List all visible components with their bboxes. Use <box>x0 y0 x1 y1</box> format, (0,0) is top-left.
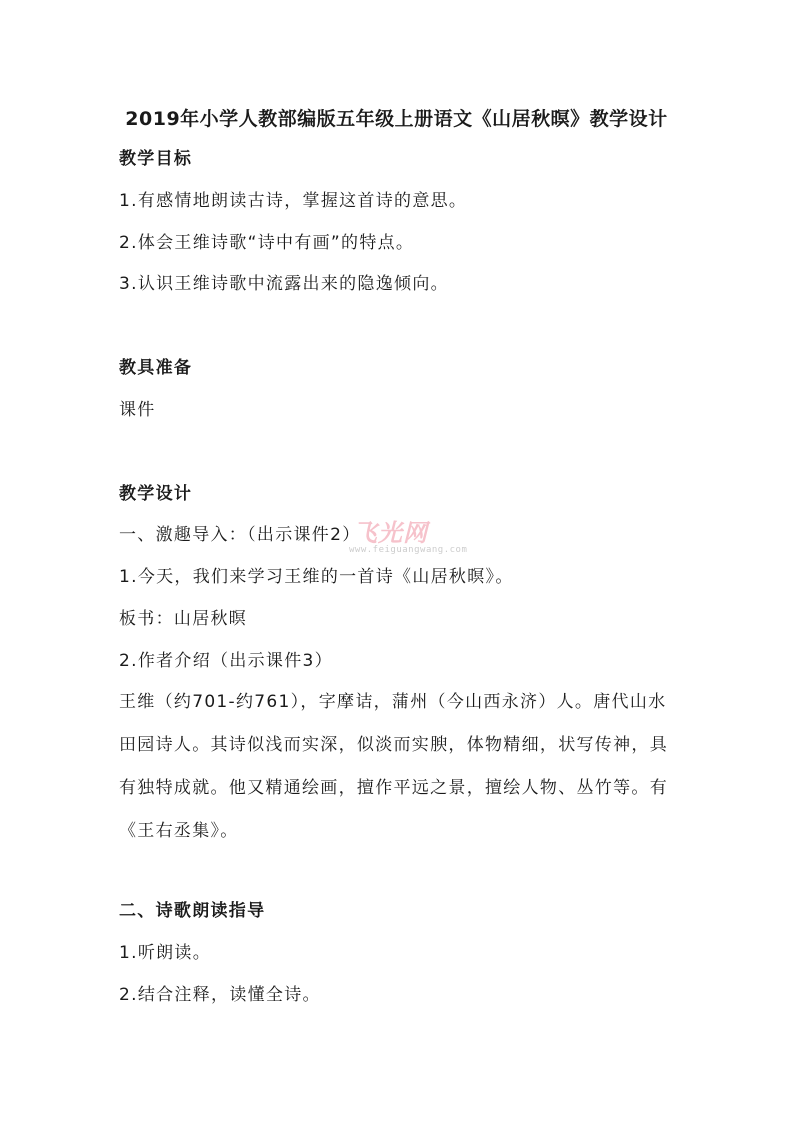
author-bio-line: 《王右丞集》。 <box>119 821 239 841</box>
section1-item-1: 1.今天，我们来学习王维的一首诗《山居秋暝》。 <box>119 567 514 587</box>
watermark <box>345 511 468 561</box>
goal-item-3: 3.认识王维诗歌中流露出来的隐逸倾向。 <box>119 274 449 294</box>
author-bio-line: 有独特成就。他又精通绘画，擅作平远之景，擅绘人物、丛竹等。有 <box>119 778 668 798</box>
goals-heading: 教学目标 <box>119 149 193 169</box>
watermark-logo-text: 飞光网 <box>353 519 428 547</box>
section2-item-1: 1.听朗读。 <box>119 943 212 963</box>
section1-heading: 一、激趣导入：（出示课件2） <box>119 525 361 545</box>
section2-item-2: 2.结合注释，读懂全诗。 <box>119 985 321 1005</box>
watermark-url: www.feiguangwang.com <box>349 545 468 555</box>
section1-item-2: 2.作者介绍（出示课件3） <box>119 651 333 671</box>
author-bio <box>119 689 679 861</box>
board-text: 板书：山居秋暝 <box>119 609 248 629</box>
design-heading: 教学设计 <box>119 484 193 504</box>
author-bio-line: 王维（约701-约761），字摩诘，蒲州（今山西永济）人。唐代山水 <box>119 692 667 712</box>
document-title: 2019年小学人教部编版五年级上册语文《山居秋暝》教学设计 <box>125 108 668 130</box>
author-bio-line: 田园诗人。其诗似浅而实深，似淡而实腴，体物精细，状写传神，具 <box>119 735 668 755</box>
goal-item-1: 1.有感情地朗读古诗，掌握这首诗的意思。 <box>119 191 468 211</box>
tools-heading: 教具准备 <box>119 358 193 378</box>
goal-item-2: 2.体会王维诗歌“诗中有画”的特点。 <box>119 233 415 253</box>
section2-heading: 二、诗歌朗读指导 <box>119 901 266 921</box>
tools-content: 课件 <box>119 400 156 420</box>
